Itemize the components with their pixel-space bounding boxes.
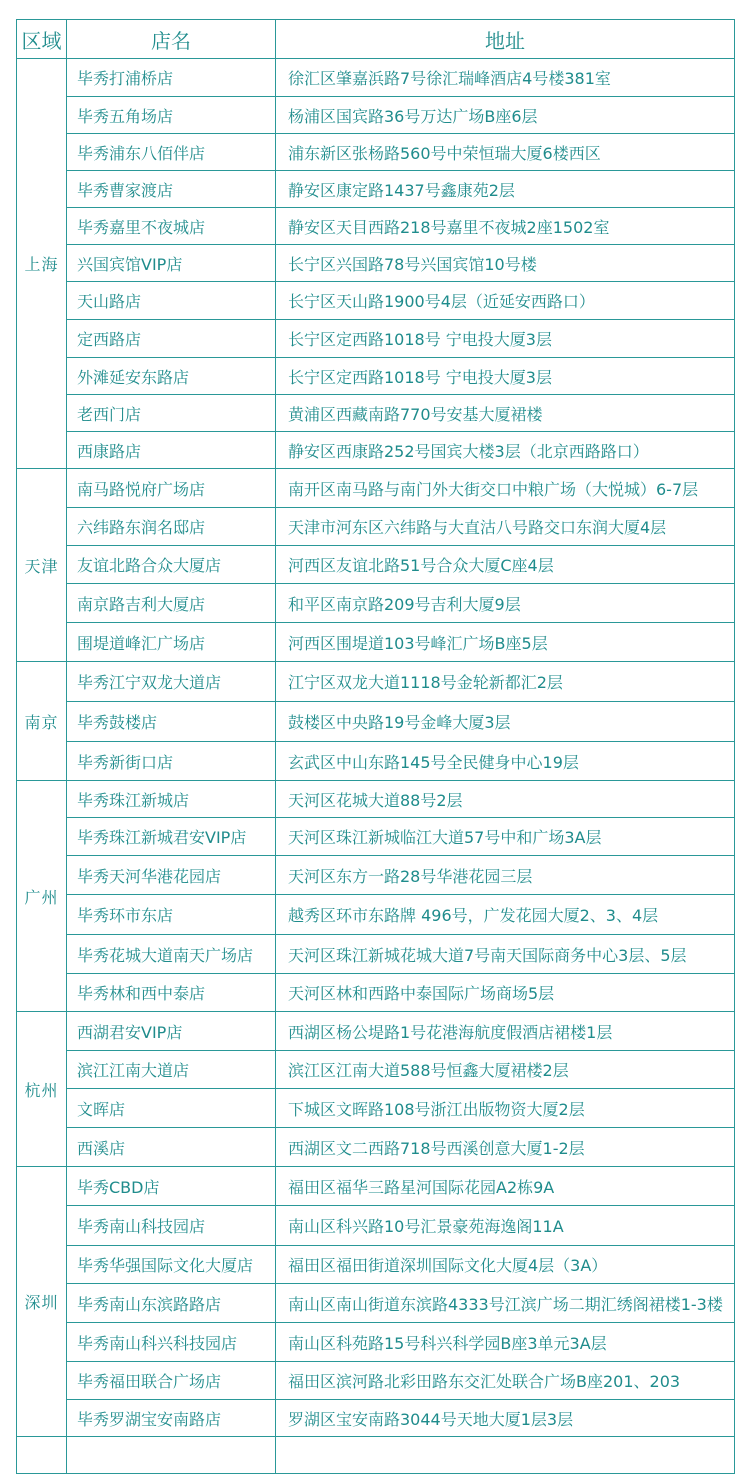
table-row [17, 1206, 735, 1246]
table-row [17, 662, 735, 702]
store-name-cell: 友谊北路合众大厦店 [67, 546, 276, 584]
store-name-cell: 文晖店 [67, 1089, 276, 1128]
table-row [17, 171, 735, 208]
table-row [17, 508, 735, 546]
store-address-cell: 长宁区定西路1018号 宁电投大厦3层 [276, 320, 735, 358]
store-address-cell: 浦东新区张杨路560号中荣恒瑞大厦6楼西区 [276, 134, 735, 171]
store-name-cell: 毕秀花城大道南天广场店 [67, 935, 276, 974]
table-row [17, 395, 735, 432]
store-address-cell: 静安区康定路1437号鑫康苑2层 [276, 171, 735, 208]
store-address-cell: 杨浦区国宾路36号万达广场B座6层 [276, 97, 735, 134]
store-table [16, 19, 735, 1474]
region-cell: 广州 [17, 781, 67, 1012]
table-row [17, 1323, 735, 1362]
store-name-cell: 南京路吉利大厦店 [67, 584, 276, 623]
region-cell: 深圳 [17, 1167, 67, 1437]
table-row [17, 432, 735, 469]
table-row [17, 1128, 735, 1167]
store-address-cell: 罗湖区宝安南路3044号天地大厦1层3层 [276, 1400, 735, 1437]
store-address-cell: 福田区滨河路北彩田路东交汇处联合广场B座201、203 [276, 1362, 735, 1400]
table-row [17, 320, 735, 358]
partial-cell [276, 1437, 735, 1474]
store-address-cell: 福田区福华三路星河国际花园A2栋9A [276, 1167, 735, 1206]
store-name-cell: 毕秀CBD店 [67, 1167, 276, 1206]
store-address-cell: 黄浦区西藏南路770号安基大厦裙楼 [276, 395, 735, 432]
table-row [17, 97, 735, 134]
table-row [17, 1012, 735, 1051]
store-address-cell: 南山区科苑路15号科兴科学园B座3单元3A层 [276, 1323, 735, 1362]
store-name-cell: 天山路店 [67, 282, 276, 320]
store-name-cell: 毕秀五角场店 [67, 97, 276, 134]
table-row [17, 935, 735, 974]
store-name-cell: 老西门店 [67, 395, 276, 432]
store-address-cell: 江宁区双龙大道1118号金轮新都汇2层 [276, 662, 735, 702]
store-address-cell: 越秀区环市东路牌 496号，广发花园大厦2、3、4层 [276, 895, 735, 935]
store-name-cell: 毕秀华强国际文化大厦店 [67, 1246, 276, 1284]
store-address-cell: 鼓楼区中央路19号金峰大厦3层 [276, 702, 735, 742]
store-name-cell: 围堤道峰汇广场店 [67, 623, 276, 662]
store-name-cell: 毕秀福田联合广场店 [67, 1362, 276, 1400]
table-row [17, 282, 735, 320]
store-name-cell: 西溪店 [67, 1128, 276, 1167]
table-row [17, 623, 735, 662]
store-name-cell: 毕秀林和西中泰店 [67, 974, 276, 1012]
store-name-cell: 兴国宾馆VIP店 [67, 245, 276, 282]
table-row [17, 1400, 735, 1437]
store-name-cell: 西康路店 [67, 432, 276, 469]
store-name-cell: 毕秀环市东店 [67, 895, 276, 935]
store-address-cell: 西湖区杨公堤路1号花港海航度假酒店裙楼1层 [276, 1012, 735, 1051]
address-header: 地址 [276, 20, 735, 59]
table-row [17, 1051, 735, 1089]
store-address-cell: 静安区西康路252号国宾大楼3层（北京西路路口） [276, 432, 735, 469]
store-address-cell: 福田区福田街道深圳国际文化大厦4层（3A） [276, 1246, 735, 1284]
store-name-cell: 毕秀珠江新城君安VIP店 [67, 818, 276, 856]
table-row [17, 818, 735, 856]
table-body [17, 59, 735, 1474]
table-row [17, 584, 735, 623]
partial-cell [17, 1437, 67, 1474]
store-address-cell: 徐汇区肇嘉浜路7号徐汇瑞峰酒店4号楼381室 [276, 59, 735, 97]
table-row [17, 1089, 735, 1128]
store-address-cell: 天河区珠江新城临江大道57号中和广场3A层 [276, 818, 735, 856]
store-address-cell: 天河区东方一路28号华港花园三层 [276, 856, 735, 895]
store-name-cell: 定西路店 [67, 320, 276, 358]
name-header: 店名 [67, 20, 276, 59]
table-row [17, 245, 735, 282]
region-cell: 上海 [17, 59, 67, 469]
header-row [17, 20, 735, 59]
table-row [17, 469, 735, 508]
store-name-cell: 滨江江南大道店 [67, 1051, 276, 1089]
store-address-cell: 南山区科兴路10号汇景豪苑海逸阁11A [276, 1206, 735, 1246]
store-address-cell: 天河区珠江新城花城大道7号南天国际商务中心3层、5层 [276, 935, 735, 974]
table-row [17, 1284, 735, 1323]
table-row [17, 208, 735, 245]
store-name-cell: 毕秀天河华港花园店 [67, 856, 276, 895]
table-row [17, 59, 735, 97]
store-name-cell: 毕秀新街口店 [67, 742, 276, 781]
table-row [17, 856, 735, 895]
store-address-cell: 南山区南山街道东滨路4333号江滨广场二期汇绣阁裙楼1-3楼 [276, 1284, 735, 1323]
store-name-cell: 毕秀江宁双龙大道店 [67, 662, 276, 702]
store-name-cell: 南马路悦府广场店 [67, 469, 276, 508]
store-address-cell: 天河区花城大道88号2层 [276, 781, 735, 818]
store-address-cell: 河西区围堤道103号峰汇广场B座5层 [276, 623, 735, 662]
table-row [17, 895, 735, 935]
store-address-cell: 下城区文晖路108号浙江出版物资大厦2层 [276, 1089, 735, 1128]
region-header: 区域 [17, 20, 67, 59]
table-row [17, 358, 735, 395]
region-cell: 天津 [17, 469, 67, 662]
store-name-cell: 毕秀珠江新城店 [67, 781, 276, 818]
store-address-cell: 长宁区兴国路78号兴国宾馆10号楼 [276, 245, 735, 282]
store-address-cell: 河西区友谊北路51号合众大厦C座4层 [276, 546, 735, 584]
table-row [17, 1246, 735, 1284]
table-row [17, 702, 735, 742]
store-name-cell: 西湖君安VIP店 [67, 1012, 276, 1051]
store-name-cell: 毕秀南山科技园店 [67, 1206, 276, 1246]
store-address-cell: 玄武区中山东路145号全民健身中心19层 [276, 742, 735, 781]
store-name-cell: 毕秀嘉里不夜城店 [67, 208, 276, 245]
region-cell: 南京 [17, 662, 67, 781]
store-name-cell: 毕秀罗湖宝安南路店 [67, 1400, 276, 1437]
table-row-partial [17, 1437, 735, 1474]
table-row [17, 1167, 735, 1206]
region-cell: 杭州 [17, 1012, 67, 1167]
table-row [17, 742, 735, 781]
store-name-cell: 毕秀南山科兴科技园店 [67, 1323, 276, 1362]
store-name-cell: 毕秀曹家渡店 [67, 171, 276, 208]
store-address-cell: 滨江区江南大道588号恒鑫大厦裙楼2层 [276, 1051, 735, 1089]
partial-cell [67, 1437, 276, 1474]
table-row [17, 546, 735, 584]
store-address-cell: 西湖区文二西路718号西溪创意大厦1-2层 [276, 1128, 735, 1167]
store-address-cell: 静安区天目西路218号嘉里不夜城2座1502室 [276, 208, 735, 245]
store-address-cell: 天河区林和西路中泰国际广场商场5层 [276, 974, 735, 1012]
store-address-cell: 长宁区天山路1900号4层（近延安西路口） [276, 282, 735, 320]
table-row [17, 134, 735, 171]
table-row [17, 974, 735, 1012]
store-address-cell: 南开区南马路与南门外大街交口中粮广场（大悦城）6-7层 [276, 469, 735, 508]
store-name-cell: 毕秀浦东八佰伴店 [67, 134, 276, 171]
store-name-cell: 毕秀打浦桥店 [67, 59, 276, 97]
store-address-cell: 长宁区定西路1018号 宁电投大厦3层 [276, 358, 735, 395]
store-name-cell: 毕秀鼓楼店 [67, 702, 276, 742]
store-name-cell: 外滩延安东路店 [67, 358, 276, 395]
store-address-cell: 和平区南京路209号吉利大厦9层 [276, 584, 735, 623]
store-address-cell: 天津市河东区六纬路与大直沽八号路交口东润大厦4层 [276, 508, 735, 546]
store-name-cell: 毕秀南山东滨路路店 [67, 1284, 276, 1323]
table-row [17, 781, 735, 818]
store-name-cell: 六纬路东润名邸店 [67, 508, 276, 546]
table-row [17, 1362, 735, 1400]
